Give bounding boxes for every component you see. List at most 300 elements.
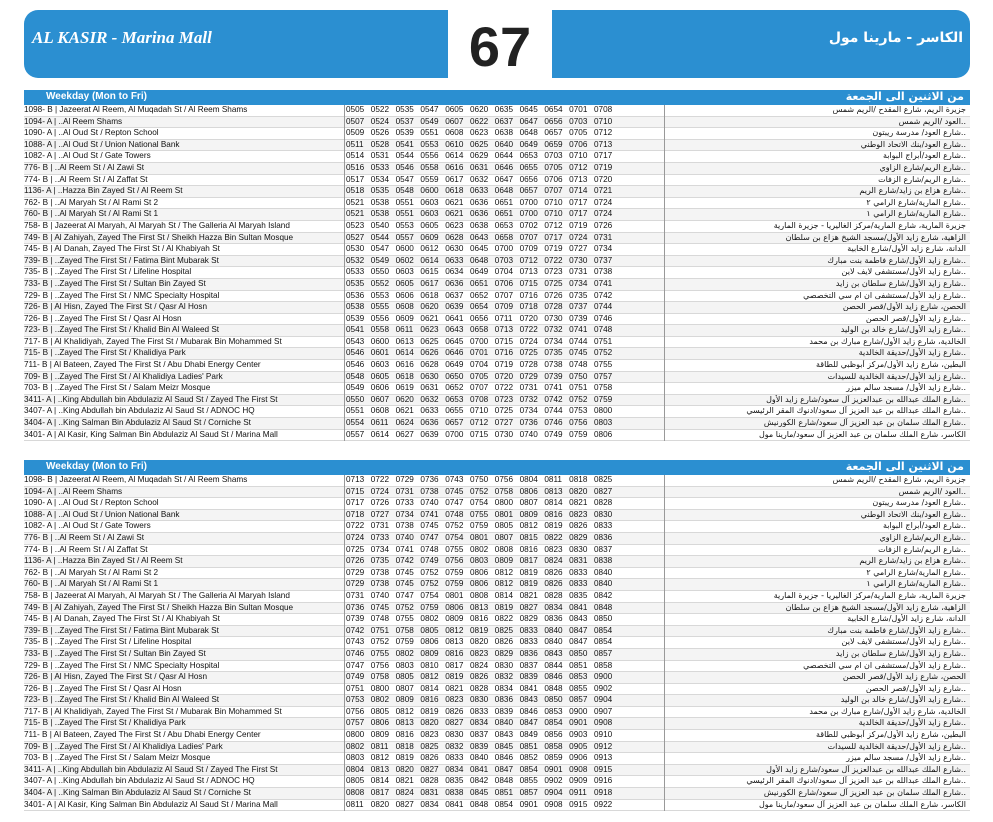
stop-name: 735- B | ..Zayed The First St / Lifeline Hospital [24,637,192,647]
departure-time: 0638 [494,128,513,138]
stop-name-ar: ..شارع هزاع بن زايد/شارع الريم [859,186,966,196]
departure-time: 0812 [370,753,390,763]
departure-time: 0847 [519,718,538,728]
departure-time: 0718 [519,302,538,312]
departure-time: 0707 [519,232,538,242]
departure-times [346,256,619,265]
departure-times [346,128,619,137]
stop-name-ar: جزيرة الريم، شارع المقدح /الريم شمس [832,105,966,114]
departure-time: 0544 [370,232,390,242]
departure-time: 0738 [395,521,414,531]
departure-time: 0759 [469,521,489,531]
departure-time: 0828 [544,590,563,600]
departure-time: 0608 [370,406,390,416]
departure-time: 0911 [569,788,587,798]
stop-name: 3401- A | Al Kasir, King Salman Bin Abdulaziz Al Saud St / Marina Mall [24,799,278,809]
departure-time: 0756 [346,706,365,716]
table-row [24,672,970,684]
stop-name: 774- B | ..Al Reem St / Al Zaffat St [24,174,148,184]
departure-time: 0814 [494,590,513,600]
departure-time: 0725 [494,406,513,416]
departure-time: 0518 [346,186,365,196]
stop-name: 1136- A | ..Hazza Bin Zayed St / Al Reem St [24,186,183,196]
departure-time: 0838 [445,788,464,798]
stop-name-ar: ..شارع زايد الأول/شارع فاطمة بنت مبارك [827,255,966,265]
departure-time: 0901 [544,764,563,774]
departure-time: 0841 [469,764,489,774]
departure-time: 0640 [494,139,513,149]
stop-name-ar: الدانة، شارع زايد الأول/شارع الخابية [847,244,966,254]
stop-name: 1082- A | ..Al Oud St / Gate Towers [24,151,151,161]
departure-times [346,510,619,519]
departure-time: 0816 [445,648,464,658]
departure-time: 0705 [469,371,489,381]
departure-time: 0715 [469,429,489,439]
departure-times [346,267,619,276]
departure-time: 0658 [494,232,513,242]
departure-time: 0724 [346,532,365,542]
departure-time: 0837 [519,660,538,670]
departure-time: 0826 [494,637,513,647]
departure-time: 0859 [544,753,563,763]
departure-time: 0731 [346,590,365,600]
departure-time: 0815 [519,532,538,542]
table-row [24,684,970,696]
departure-time: 0840 [593,579,613,589]
departure-time: 0745 [445,486,464,496]
departure-time: 0729 [346,567,365,577]
departure-time: 0747 [420,532,439,542]
departure-time: 0744 [569,336,588,346]
departure-time: 0709 [494,302,513,312]
table-row [24,800,970,812]
departure-time: 0523 [346,220,365,230]
departure-time: 0608 [395,302,414,312]
departure-time: 0712 [519,255,538,265]
departure-time: 0540 [370,220,390,230]
departure-time: 0628 [420,360,439,370]
departure-times [346,672,619,681]
stop-name-ar: ..شارع المارية/شارع الرامي ٢ [866,197,966,207]
departure-time: 0741 [569,325,588,335]
departure-time: 0811 [544,475,562,484]
departure-time: 0731 [519,383,538,393]
departure-time: 0553 [370,290,390,300]
departure-time: 0653 [445,394,464,404]
stop-name-ar: ..شارع زايد الأول/قصر الحصن [865,683,966,693]
departure-time: 0713 [519,267,538,277]
column-divider [664,105,665,441]
departure-time: 0645 [445,336,464,346]
departure-time: 0847 [494,764,513,774]
departure-time: 0726 [370,498,390,508]
stop-name-ar: الخالدية، شارع زايد الأول/شارع مبارك بن محمد [809,706,966,716]
departure-time: 0708 [593,105,613,114]
departure-time: 0715 [494,336,513,346]
table-row [24,533,970,545]
route-title-en: AL KASIR - Marina Mall [32,28,212,47]
departure-time: 0826 [469,672,489,682]
departure-time: 0707 [494,290,513,300]
departure-time: 0603 [370,360,390,370]
departure-time: 0915 [593,764,613,774]
departure-time: 0718 [346,509,365,519]
departure-time: 0547 [370,244,390,254]
departure-time: 0623 [445,220,464,230]
departure-time: 0806 [445,602,464,612]
departure-time: 0637 [494,116,513,126]
departure-time: 0657 [519,186,538,196]
table-row [24,498,970,510]
departure-time: 0755 [370,648,390,658]
departure-time: 0603 [395,267,414,277]
departure-time: 0746 [544,418,563,428]
departure-time: 0745 [395,579,414,589]
departure-time: 0742 [346,625,365,635]
departure-time: 0805 [395,672,414,682]
departure-times [346,337,619,346]
table-row [24,487,970,499]
departure-time: 0613 [395,336,414,346]
departure-time: 0809 [445,614,464,624]
departure-time: 0654 [544,105,563,114]
departure-time: 0605 [420,220,439,230]
stop-name-ar: الزاهية، شارع زايد الأول/مسجد الشيخ هزاع بن سلطان [785,232,966,242]
departure-time: 0636 [420,418,439,428]
table-row [24,776,970,788]
departure-time: 0526 [370,128,390,138]
departure-time: 0614 [395,348,414,358]
day-label-ar: من الاثنين الى الجمعة [845,90,964,103]
departure-time: 0657 [544,128,563,138]
departure-time: 0539 [346,313,365,323]
departure-time: 0600 [395,244,414,254]
departure-time: 0621 [420,313,439,323]
departure-time: 0832 [494,672,513,682]
departure-time: 0832 [445,741,464,751]
departure-time: 0821 [395,776,414,786]
departure-time: 0836 [544,614,563,624]
departure-time: 0724 [519,336,538,346]
departure-time: 0803 [469,556,489,566]
departure-time: 0759 [569,429,588,439]
departure-time: 0715 [346,486,365,496]
departure-time: 0916 [593,776,613,786]
departure-time: 0654 [469,302,489,312]
departure-time: 0742 [544,394,563,404]
departure-time: 0720 [519,313,538,323]
table-row [24,649,970,661]
departure-time: 0725 [544,278,563,288]
departure-time: 0553 [395,220,414,230]
departure-time: 0726 [593,220,613,230]
departure-time: 0648 [494,186,513,196]
stop-name-ar: ..شارع زايد الأول/شارع خالد بن الوليد [840,695,966,705]
departure-time: 0543 [346,336,365,346]
table-row [24,510,970,522]
departure-time: 0628 [445,232,464,242]
departure-time: 0734 [593,244,613,254]
departure-time: 0721 [593,186,613,196]
departure-time: 0720 [494,371,513,381]
stop-name-ar: ..شارع زايد الأول/شارع خالد بن الوليد [840,325,966,335]
table-row [24,707,970,719]
table-row [24,765,970,777]
departure-time: 0633 [420,406,439,416]
departure-time: 0843 [544,648,563,658]
stop-name: 760- B | ..Al Maryah St / Al Rami St 1 [24,209,159,219]
departure-time: 0840 [494,718,513,728]
departure-time: 0816 [519,544,538,554]
departure-time: 0819 [469,625,489,635]
departure-time: 0853 [544,706,563,716]
stop-name: 1088- A | ..Al Oud St / Union National Bank [24,509,180,519]
departure-time: 0704 [494,267,513,277]
departure-time: 0610 [445,139,464,149]
departure-time: 0753 [346,695,365,705]
stop-name: 1082- A | ..Al Oud St / Gate Towers [24,521,151,531]
stop-name: 758- B | Jazeerat Al Maryah, Al Maryah St / The Galleria Al Maryah Island [24,220,290,230]
departure-time: 0713 [569,174,588,184]
departure-time: 0912 [593,741,613,751]
stop-name: 776- B | ..Al Reem St / Al Zawi St [24,162,144,172]
departure-time: 0812 [445,625,464,635]
departure-time: 0845 [469,788,489,798]
departure-time: 0557 [346,429,365,439]
departure-time: 0734 [569,278,588,288]
stop-name: 749- B | Al Zahiyah, Zayed The First St / Sheikh Hazza Bin Sultan Mosque [24,232,294,242]
departure-time: 0730 [544,313,563,323]
departure-time: 0645 [469,244,489,254]
departure-time: 0625 [469,139,489,149]
departure-time: 0656 [519,174,538,184]
departure-time: 0521 [346,209,365,219]
table-row [24,591,970,603]
departure-time: 0649 [519,139,538,149]
departure-time: 0843 [569,614,588,624]
departure-time: 0551 [395,197,414,207]
timetable-section [24,90,970,441]
departure-time: 0717 [593,151,613,161]
departure-time: 0517 [346,174,365,184]
departure-time: 0605 [395,278,414,288]
departure-time: 0710 [544,197,563,207]
stop-name: 776- B | ..Al Reem St / Al Zawi St [24,532,144,542]
departure-time: 0752 [469,486,489,496]
departure-time: 0728 [519,360,538,370]
departure-time: 0827 [420,764,439,774]
departure-time: 0736 [420,475,439,484]
table-row [24,360,970,372]
departure-time: 0804 [346,764,365,774]
stop-name: 3401- A | Al Kasir, King Salman Bin Abdulaziz Al Saud St / Marina Mall [24,429,278,439]
departure-time: 0710 [569,151,588,161]
stop-name-ar: ..شارع العود/بنك الاتحاد الوطني [860,509,966,519]
departure-time: 0651 [494,197,513,207]
table-row [24,302,970,314]
table-row [24,556,970,568]
departure-time: 0533 [370,162,390,172]
departure-time: 0633 [469,186,489,196]
departure-time: 0757 [593,371,613,381]
departure-time: 0813 [370,764,390,774]
table-row [24,325,970,337]
day-label-ar: من الاثنين الى الجمعة [845,460,964,473]
departure-time: 0531 [370,151,390,161]
departure-time: 0822 [544,532,563,542]
stop-name: 703- B | ..Zayed The First St / Salam Meizr Mosque [24,753,211,763]
departure-time: 0603 [420,209,439,219]
departure-time: 0819 [445,672,464,682]
departure-time: 0734 [519,406,538,416]
departure-time: 0619 [395,383,414,393]
departure-times [346,765,619,774]
departure-time: 0751 [346,683,365,693]
stop-name: 739- B | ..Zayed The First St / Fatima Bint Mubarak St [24,255,219,265]
departure-time: 0846 [519,706,538,716]
departure-time: 0826 [445,706,464,716]
departure-time: 0710 [593,116,613,126]
departure-time: 0717 [346,498,365,508]
departure-time: 0800 [346,730,365,740]
stop-name: 726- B | Al Hisn, Zayed The First St / Qasr Al Hosn [24,672,208,682]
departure-time: 0701 [469,348,489,358]
stop-name-ar: ..شارع زايد الأول/شارع سلطان بن زايد [835,648,966,658]
departure-time: 0535 [395,105,414,114]
stop-name-ar: ..شارع العود/ مدرسة ريبتون [872,128,966,138]
stop-name-ar: ..شارع زايد الأول/مستشفى ان ام سي التخصصي [803,660,966,670]
departure-time: 0816 [544,509,563,519]
departure-time: 0727 [494,418,513,428]
departure-time: 0652 [469,290,489,300]
departure-time: 0902 [544,776,563,786]
departure-time: 0748 [569,360,588,370]
stop-name: 715- B | ..Zayed The First St / Khalidiya Park [24,718,186,728]
departure-time: 0647 [519,116,538,126]
departure-time: 0806 [469,567,489,577]
stop-name: 1090- A | ..Al Oud St / Repton School [24,498,159,508]
departure-time: 0752 [420,579,439,589]
stop-name: 717- B | Al Khalidiyah, Zayed The First St / Mubarak Bin Mohammed St [24,706,282,716]
departure-times [346,695,619,704]
stop-name: 745- B | Al Danah, Zayed The First St / Al Khabiyah St [24,244,220,254]
departure-time: 0812 [395,706,414,716]
departure-time: 0821 [445,683,464,693]
departure-time: 0834 [494,683,513,693]
stop-name: 762- B | ..Al Maryah St / Al Rami St 2 [24,567,159,577]
departure-time: 0738 [544,360,563,370]
departure-time: 0605 [445,105,464,114]
departure-time: 0756 [569,418,588,428]
departure-time: 0547 [395,174,414,184]
departure-time: 0547 [420,105,439,114]
stop-name-ar: جزيرة الريم، شارع المقدح /الريم شمس [832,475,966,484]
departure-time: 0850 [544,695,563,705]
departure-time: 0729 [519,371,538,381]
departure-time: 0827 [593,486,613,496]
departure-time: 0817 [445,660,464,670]
departure-time: 0548 [395,186,414,196]
departure-time: 0828 [593,498,613,508]
departure-time: 0614 [370,429,390,439]
departure-time: 0834 [445,764,464,774]
stop-name-ar: الكاسر، شارع الملك سلمان بن عبد العزيز آل سعود/مارينا مول [758,799,966,809]
departure-time: 0719 [494,360,513,370]
departure-time: 0830 [469,695,489,705]
departure-times [346,661,619,670]
departure-time: 0748 [445,509,464,519]
stop-name-ar: ..شارع زايد الأول/حديقة الخالدية للسيدات [827,371,966,381]
departure-time: 0546 [395,162,414,172]
departure-time: 0728 [544,302,563,312]
departure-time: 0750 [569,371,588,381]
departure-times [346,372,619,381]
departure-time: 0554 [346,418,365,428]
departure-time: 0829 [519,614,538,624]
departure-time: 0840 [544,625,563,635]
departure-time: 0735 [370,556,390,566]
timetable-rows [24,105,970,441]
departure-time: 0833 [519,637,538,647]
stop-name-ar: ..شارع زايد الأول/شارع سلطان بن زايد [835,278,966,288]
departure-time: 0534 [370,174,390,184]
departure-time: 0722 [494,383,513,393]
table-row [24,267,970,279]
departure-time: 0712 [544,220,563,230]
departure-time: 0751 [593,336,613,346]
departure-time: 0754 [445,532,464,542]
departure-time: 0631 [469,162,489,172]
departure-time: 0538 [370,209,390,219]
stop-name-ar: ..شارع الملك سلمان بن عبد العزيز آل سعود/شارع الكورنيش [763,418,966,428]
departure-time: 0844 [544,660,563,670]
departure-time: 0845 [494,741,513,751]
departure-time: 0600 [420,186,439,196]
departure-time: 0817 [519,556,538,566]
departure-times [346,140,619,149]
stop-name-ar: الكاسر، شارع الملك سلمان بن عبد العزيز آل سعود/مارينا مول [758,429,966,439]
departure-time: 0814 [420,683,439,693]
table-row [24,348,970,360]
departure-time: 0705 [569,128,588,138]
departure-time: 0833 [569,579,588,589]
departure-time: 0802 [420,614,439,624]
departure-time: 0621 [445,197,464,207]
stop-name: 758- B | Jazeerat Al Maryah, Al Maryah St / The Galleria Al Maryah Island [24,590,290,600]
departure-time: 0812 [494,579,513,589]
departure-time: 0759 [593,394,613,404]
stop-name: 3407- A | ..King Abdullah bin Abdulaziz Al Saud St / ADNOC HQ [24,776,255,786]
stop-name: 1094- A | ..Al Reem Shams [24,116,123,126]
departure-time: 0516 [346,162,365,172]
departure-time: 0830 [445,730,464,740]
departure-time: 0558 [420,162,439,172]
departure-time: 0741 [395,544,414,554]
departure-times [346,533,619,542]
departure-times [346,348,619,357]
departure-time: 0748 [420,544,439,554]
departure-time: 0820 [569,486,588,496]
departure-time: 0808 [469,590,489,600]
stop-name: 717- B | Al Khalidiyah, Zayed The First St / Mubarak Bin Mohammed St [24,336,282,346]
departure-times [346,430,619,439]
departure-time: 0723 [544,267,563,277]
departure-time: 0823 [420,730,439,740]
departure-time: 0651 [494,209,513,219]
departure-time: 0849 [519,730,538,740]
departure-time: 0807 [395,683,414,693]
stop-name: 1088- A | ..Al Oud St / Union National Bank [24,139,180,149]
